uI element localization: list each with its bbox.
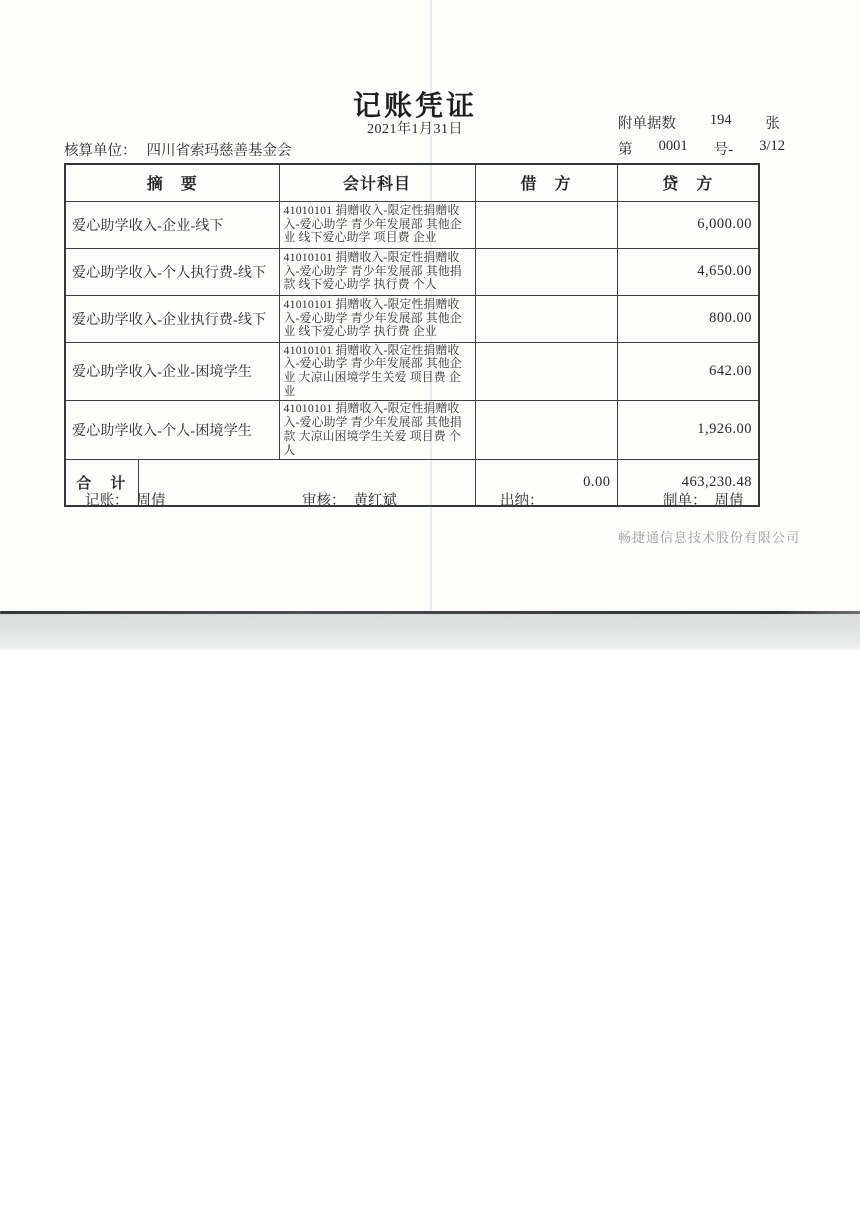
table-row (65, 295, 759, 342)
table-row (65, 201, 759, 248)
voucher-title: 记账凭证 (352, 91, 477, 122)
accounting-unit-line (64, 139, 292, 160)
accounting-unit-label: 核算单位： (64, 143, 137, 159)
table-row (65, 401, 759, 460)
row-summary: 爱心助学收入-个人执行费-线下 (65, 248, 279, 295)
table-header-row (65, 164, 759, 201)
preparer-signature (663, 489, 744, 510)
row-debit (475, 401, 617, 460)
voucher-date: 2021年1月31日 (367, 122, 463, 137)
header-credit: 贷 方 (617, 164, 759, 201)
attachment-count: 194 (709, 112, 732, 128)
reviewer-name: 黄红斌 (353, 493, 397, 509)
software-company-watermark: 畅捷通信息技术股份有限公司 (617, 530, 800, 545)
row-credit: 6,000.00 (617, 201, 759, 248)
header-debit: 借 方 (475, 164, 617, 201)
bookkeeper-name: 周倩 (136, 493, 166, 509)
row-account: 41010101 捐赠收入-限定性捐赠收入-爱心助学 青少年发展部 其他企业 大凉山困境学生关爱 项目费 企业 (279, 342, 475, 401)
total-debit: 0.00 (475, 459, 617, 506)
header-summary: 摘 要 (65, 164, 279, 201)
bookkeeper-label: 记账： (85, 493, 129, 509)
reviewer-label: 审核： (302, 493, 346, 509)
cashier-label: 出纳： (500, 493, 544, 509)
row-account: 41010101 捐赠收入-限定性捐赠收入-爱心助学 青少年发展部 其他企业 线下爱心助学 项目费 企业 (279, 201, 475, 248)
row-credit: 642.00 (617, 342, 759, 401)
total-label: 合 计 (65, 459, 138, 506)
bookkeeper-signature (85, 489, 166, 510)
total-credit: 463,230.48 (617, 459, 759, 506)
cashier-signature (500, 489, 552, 510)
voucher-number-line (618, 138, 785, 159)
row-credit: 4,650.00 (617, 248, 759, 295)
attachment-count-line (618, 112, 780, 133)
row-credit: 800.00 (617, 295, 759, 342)
header-account: 会计科目 (279, 164, 475, 201)
row-summary: 爱心助学收入-个人-困境学生 (65, 401, 279, 460)
voucher-number-value: 0001 (658, 138, 688, 154)
row-account: 41010101 捐赠收入-限定性捐赠收入-爱心助学 青少年发展部 其他企业 线下爱心助学 执行费 企业 (279, 295, 475, 342)
table-row (65, 342, 759, 401)
voucher-page-indicator: 3/12 (759, 138, 785, 154)
voucher-number-prefix: 第 (618, 142, 633, 158)
preparer-name: 周倩 (714, 493, 744, 509)
row-summary: 爱心助学收入-企业-线下 (65, 201, 279, 248)
row-account: 41010101 捐赠收入-限定性捐赠收入-爱心助学 青少年发展部 其他捐款 线下爱心助学 执行费 个人 (279, 248, 475, 295)
attachment-label: 附单据数 (618, 116, 676, 132)
row-debit (475, 201, 617, 248)
row-debit (475, 248, 617, 295)
voucher-number-suffix: 号- (713, 142, 734, 158)
row-debit (475, 295, 617, 342)
row-debit (475, 342, 617, 401)
row-summary: 爱心助学收入-企业执行费-线下 (65, 295, 279, 342)
preparer-label: 制单： (663, 493, 707, 509)
table-row (65, 248, 759, 295)
attachment-unit: 张 (765, 116, 780, 132)
voucher-table (64, 163, 760, 507)
row-account: 41010101 捐赠收入-限定性捐赠收入-爱心助学 青少年发展部 其他捐款 大凉山困境学生关爱 项目费 个人 (279, 401, 475, 460)
row-credit: 1,926.00 (617, 401, 759, 460)
reviewer-signature (302, 489, 397, 510)
scanner-shadow-band (0, 614, 860, 650)
accounting-unit-name: 四川省索玛慈善基金会 (146, 143, 292, 159)
row-summary: 爱心助学收入-企业-困境学生 (65, 342, 279, 401)
table-total-row (65, 459, 759, 506)
